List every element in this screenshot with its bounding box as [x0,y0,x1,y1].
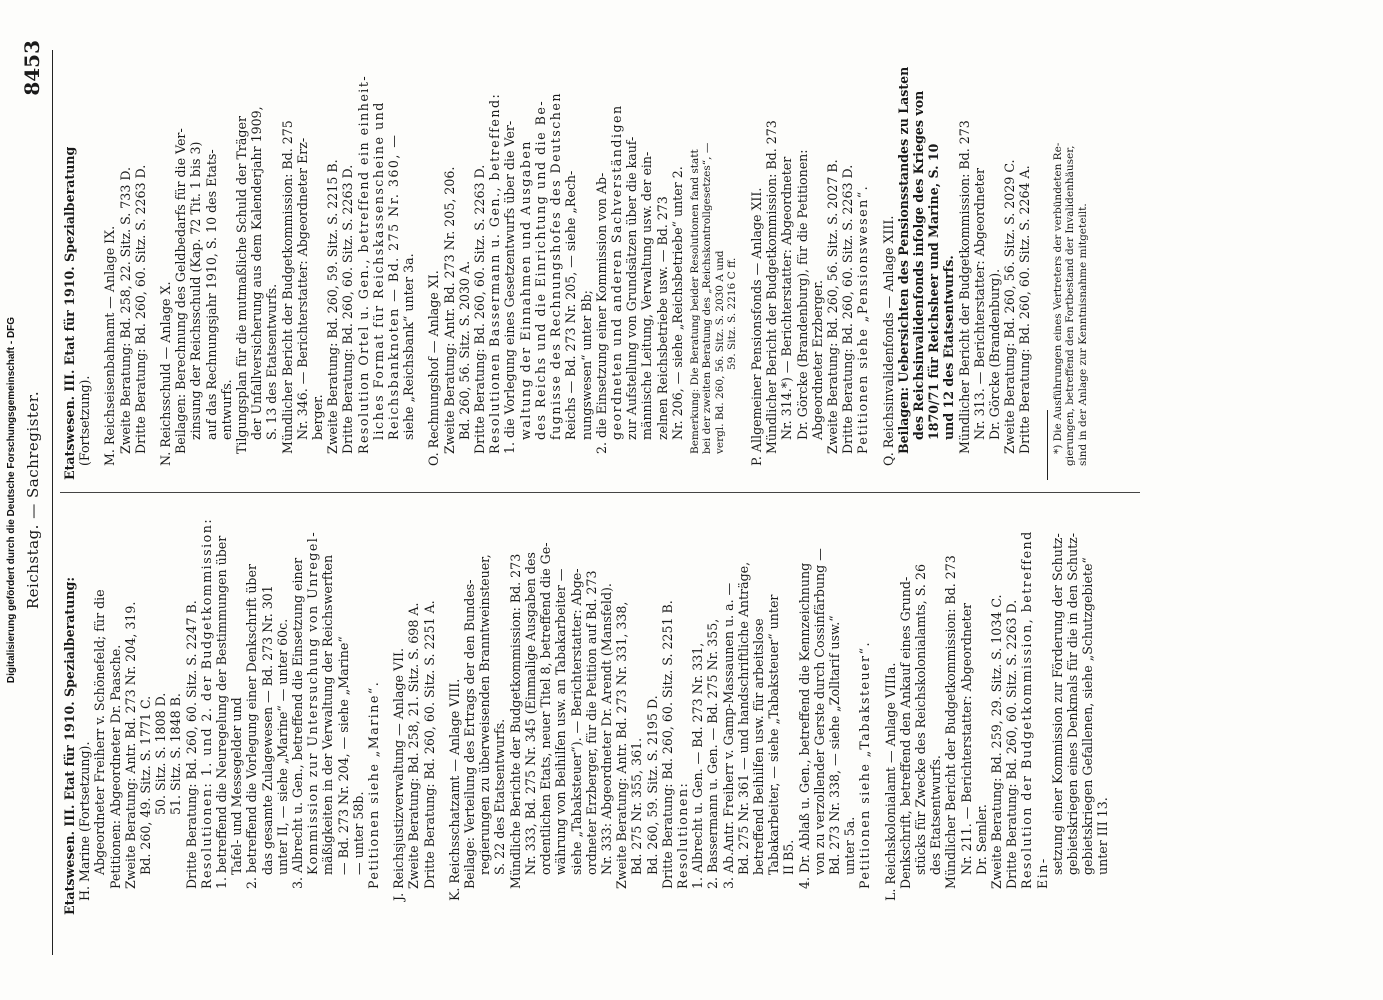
entry-line: des Reichs und die Einrichtung und die Be- [532,99,548,440]
entry-line: Nr. 333: Abgeordneter Dr. Arendt (Mansfeld). [598,583,614,875]
entry-line: 1. Albrecht u. Gen. — Bd. 273 Nr. 331, [690,642,706,889]
entry-line: 2. die Einsetzung einer Kommission von Ab- [593,172,609,454]
entry-line: währung von Beihilfen usw. an Tabakarbeiter — [553,568,569,875]
entry-line: Dritte Beratung: Bd. 260, 60. Sitz. S. 2263 D. [340,164,356,454]
entry-line: Resolutionen Bassermann u. Gen., betreffend: [487,92,503,454]
entry-line: und 12 des Etatsentwurfs. [941,255,957,440]
entry-line: Beilage: Verteilung des Ertrags der den Bundes- [462,579,478,889]
entry-line: Zweite Beratung: Bd. 260, 56. Sitz. S. 2027 B. [824,159,840,454]
entry-line: Dr. Görcke (Brandenburg). [986,268,1002,440]
entry-line: Resolutionen: 1. und 2. der Budgetkommission: [198,517,214,889]
entry-line: Mündlicher Bericht der Budgetkommission: Bd. 273 [764,120,780,454]
entry-line: fugnisse des Rechnungshofes des Deutschen [548,92,564,440]
entry-line: Dr. Semler. [973,804,989,875]
page-number: 8453 [20,40,44,96]
entry-line: Dritte Beratung: Bd. 260, 60. Sitz. S. 2263 D. [132,164,148,454]
entry-line: 2. Bassermann u. Gen. — Bd. 275 Nr. 355, [705,618,721,889]
entry-line: der Unfallversicherung aus dem Kalenderjahr 1909, [249,106,265,440]
remark-line: bei der zweiten Beratung des „Reichskontrollgesetzes“, — [701,142,714,454]
remark-line: vergl. Bd. 260, 56. Sitz. S. 2030 A und [713,250,726,454]
entry-line: 1. betreffend die Neuregelung der Bestimmungen über [214,535,230,889]
column-heading: Etatswesen. III. Etat für 1910. Spezialberatung [62,146,77,480]
entry-line: Resolution der Budgetkommission, betreffend Ein- [1019,530,1050,889]
entry-line: Reichs — Bd. 273 Nr. 205, — siehe „Rech- [563,170,579,440]
entry-line: Tafel- und Messegelder und [229,697,245,875]
remark-line: 59. Sitz. S. 2216 C ff. [726,257,739,370]
entry-line: S. 13 des Etatsentwurfs. [264,283,280,440]
entry-line: Mündlicher Bericht der Budgetkommission: Bd. 273 [956,120,972,454]
entry-line: Dritte Beratung: Bd. 260, 60. Sitz. S. 2264 A. [1017,165,1033,454]
section-heading: K. Reichsschatzamt — Anlage VIII. [446,678,462,901]
remark-line: Bemerkung: Die Beratung beider Resolutionen fand statt [688,149,701,454]
entry-line: Zweite Beratung: Bd. 258, 22. Sitz. S. 733 D. [117,167,133,454]
entry-line: setzung einer Kommission zur Förderung der Schutz- [1049,533,1065,875]
entry-line: Dritte Beratung: Bd. 260, 60. Sitz. S. 2263 D. [840,164,856,454]
entry-line: stücks für Zwecke des Reichskolonialamts, S. 26 [912,564,928,875]
entry-line: von zu verzollender Gerste durch Cossinfärbung — [811,548,827,875]
entry-line: des Etatsentwurfs. [928,755,944,875]
entry-line: 4. Dr. Ablaß u. Gen., betreffend die Kennzeichnung [796,562,812,889]
entry-line: betreffend Beihilfen usw. für arbeitslose [750,618,766,875]
entry-line: Dritte Beratung: Bd. 260, 60. Sitz. S. 2263 D. [472,164,488,454]
section-heading: (Fortsetzung). [77,375,93,466]
entry-line: Bd. 273 Nr. 338, — siehe „Zolltarif usw.“ [826,615,842,875]
entry-line: Dritte Beratung: Bd. 260, 60. Sitz. S. 2247 B. [183,600,199,889]
column-divider [60,492,1140,493]
entry-line: Petitionen siehe „Tabaksteuer“. [857,640,873,889]
entry-line: Abgeordneter Freiherr v. Schönefeld; für die [92,589,108,875]
digitization-note-text: Digitalisierung gefördert durch die Deutsche Forschungsgemeinschaft - DFG [6,316,17,684]
entry-line: 51. Sitz. S. 1848 B. [168,693,184,815]
entry-line: Petitionen: Abgeordneter Dr. Paasche. [107,644,123,889]
entry-line: Nr. 333, Bd. 275 Nr. 345 (Einmalige Ausgaben des [522,552,538,875]
entry-line: Bd. 260, 56. Sitz. S. 2030 A. [456,260,472,440]
header-rule [52,50,53,955]
entry-line: Reichsbanknoten — Bd. 275 Nr. 360, — [386,133,402,440]
section-heading: J. Reichsjustizverwaltung — Anlage VII. [391,647,407,901]
footnote-line: sind in der Anlage zur Kenntnisnahme mitgeteilt. [1076,203,1089,466]
entry-line: ordentlichen Etats, neuer Titel 8, betreffend die Ge- [538,542,554,875]
entry-line: unter II, — siehe „Marine“ — unter 60c. [274,618,290,875]
column-heading: Etatswesen. III. Etat für 1910. Spezialberatung: [62,577,77,915]
entry-line: — unter 58b. [350,791,366,875]
entry-line: siehe „Reichsbank“ unter 3a. [401,253,417,440]
footnote-line: *) Die Ausführungen eines Vertreters der verbündeten Re- [1051,142,1064,454]
entry-line: Bd. 275 Nr. 361 — und handschriftliche Anträge, [735,561,751,875]
entry-line: unter 5a. [842,816,858,875]
entry-line: mäßigkeiten in der Verwaltung der Reichswerften [320,554,336,875]
left-column [62,503,1111,915]
entry-line: gebietskriegen eines Denkmals für die in den Schutz- [1065,532,1080,875]
page-header [14,40,48,960]
entry-line: zelnen Reichsbetriebe usw. — Bd. 273 [654,196,670,440]
entry-line: 2. betreffend die Vorlegung einer Denkschrift über [244,564,260,889]
entry-line: Nr. 313. — Berichterstatter: Abgeordneter [971,167,987,440]
right-column [62,65,1089,480]
entry-line: Petitionen siehe „Marine“. [366,680,382,889]
entry-line: 1. die Vorlegung eines Gesetzentwurfs über die Ver- [502,120,518,454]
entry-line: Mündlicher Bericht der Budgetkommission: Bd. 275 [279,120,295,454]
entry-line: Beilagen: Berechnung des Geldbedarfs für die Ver- [173,128,189,454]
entry-line: Bd. 260, 49. Sitz. S. 1771 C. [138,695,154,875]
entry-line: Zweite Beratung: Antr. Bd. 273 Nr. 204, 319. [122,601,138,889]
entry-line: geordneten und anderen Sachverständigen [608,104,624,440]
entry-line: unter III 13. [1095,797,1111,875]
entry-line: nungswesen“ unter Bb; [578,290,594,440]
entry-line: zinsung der Reichsschuld (Kap. 72 Tit. 1 bis 3) [188,141,204,440]
entry-line: Tilgungsplan für die mutmaßliche Schuld der Träger [234,116,250,454]
entry-line: Petitionen siehe „Pensionswesen“. [855,184,871,454]
entry-line: Zweite Beratung: Bd. 259, 29. Sitz. S. 1034 C. [988,594,1004,889]
entry-line: Tabakarbeiter, — siehe „Tabaksteuer“ unter [766,594,782,875]
entry-line: 3. Albrecht u. Gen., betreffend die Einsetzung einer [290,557,306,889]
section-heading: O. Rechnungshof — Anlage XI. [426,270,442,466]
entry-line: Resolution Ortel u. Gen., betreffend ein einheit- [355,74,371,454]
entry-line: Resolutionen: [674,781,690,889]
entry-line: waltung der Einnahmen und Ausgaben [517,140,533,440]
entry-line: liches Format für Reichskassenscheine und [370,101,386,440]
entry-line: II B5. [781,839,797,875]
footnote-rule [1047,410,1048,480]
entry-line: S. 22 des Etatsentwurfs. [492,718,508,875]
entry-line: Beilagen: Uebersichten des Pensionsstandes zu Lasten [895,66,911,454]
entry-line: zur Aufstellung von Grundsätzen über die kauf- [624,136,640,440]
entry-line: Dritte Beratung: Bd. 260, 60. Sitz. S. 2263 D. [1004,599,1020,889]
entry-line: 1870/71 für Reichsheer und Marine, S. 10 [926,143,942,440]
entry-line: Bd. 275 Nr. 355, 361. [629,737,645,875]
entry-line: männische Leitung, Verwaltung usw. der ein- [639,151,655,440]
entry-line: regierungen zu überweisenden Branntweinsteuer, [477,554,493,875]
entry-line: 3. Ab.Antr. Freiherr v. Gamp-Massaunen u. a. — [720,582,736,889]
section-heading: H. Marine (Fortsetzung). [77,741,93,901]
entry-line: Zweite Beratung: Bd. 258, 21. Sitz. S. 698 A. [406,602,422,889]
running-title: Reichstag. — Sachregister. [24,390,42,610]
entry-line: berger. [310,394,326,440]
entry-line: Dritte Beratung: Bd. 260, 60. Sitz. S. 2251 B. [659,600,675,889]
entry-line: Nr. 346. — Berichterstatter: Abgeordneter Erz- [294,137,310,440]
entry-line: Nr. 314.*) — Berichterstatter: Abgeordneter [779,156,795,440]
entry-line: Dr. Görcke (Brandenburg), für die Petitionen: [794,149,810,440]
entry-line: — Bd. 273 Nr. 204, — siehe „Marine“ [335,636,351,875]
entry-line: Nr. 206, — siehe „Reichsbetriebe“ unter 2. [669,166,685,440]
footnote-line: gierungen, betreffend den Fortbestand der Invalidenhäuser, [1064,145,1077,466]
entry-line: des Reichsinvalidenfonds infolge des Krieges von [910,90,926,440]
entry-line: das gesamte Zulagewesen — Bd. 273 Nr. 301 [259,585,275,875]
entry-line: Kommission zur Untersuchung von Unregel- [305,530,321,875]
section-heading: M. Reichseisenbahnamt — Anlage IX. [102,225,118,466]
entry-line: Zweite Beratung: Bd. 260, 56. Sitz. S. 2029 C. [1002,159,1018,454]
entry-line: Nr. 211. — Berichterstatter: Abgeordneter [958,602,974,875]
section-heading: N. Reichsschuld — Anlage X. [158,281,174,466]
entry-line: Mündliche Berichte der Budgetkommission: Bd. 273 [507,553,523,889]
entry-line: Zweite Beratung: Antr. Bd. 273 Nr. 205, 206. [441,166,457,454]
entry-line: siehe „Tabaksteuer“). — Berichterstatter: Abge- [568,568,584,875]
entry-line: Dritte Beratung: Bd. 260, 60. Sitz. S. 2251 A. [421,600,437,889]
section-heading: L. Reichskolonialamt — Anlage VIIIa. [882,662,898,901]
entry-line: 50. Sitz. S. 1808 D. [153,692,169,815]
entry-line: auf das Rechnungsjahr 1910, S. 10 des Etats- [203,149,219,440]
entry-line: Mündlicher Bericht der Budgetkommission: Bd. 273 [943,555,959,889]
entry-line: gebietskriegen Gefallenen, siehe „Schutzgebiete“ [1080,557,1096,875]
entry-line: Zweite Beratung: Bd. 260, 59. Sitz. S. 2215 B. [325,159,341,454]
entry-line: ordneter Erzberger, für die Petition auf Bd. 273 [583,570,599,875]
entry-line: Denkschrift, betreffend den Ankauf eines Grund- [897,576,913,889]
entry-line: Abgeordneter Erzberger. [809,280,825,440]
entry-line: entwurfs. [218,379,234,440]
section-heading: P. Allgemeiner Pensionsfonds — Anlage XII. [748,187,764,466]
entry-line: Zweite Beratung: Antr. Bd. 273 Nr. 331, 338, [614,601,630,889]
entry-line: Bd. 260, 59. Sitz. S. 2195 D. [644,695,660,875]
section-heading: Q. Reichsinvalidenfonds — Anlage XIII. [880,215,896,466]
